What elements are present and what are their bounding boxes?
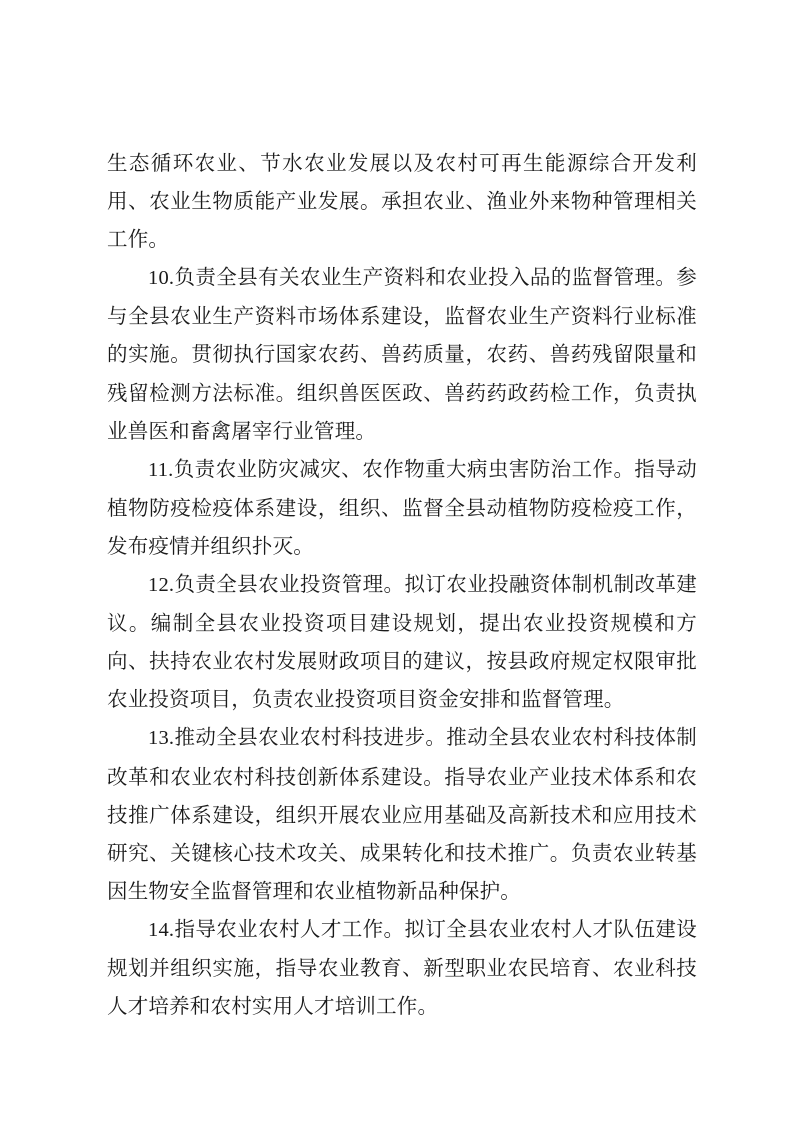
paragraph-text: 负责全县农业投资管理。拟订农业投融资体制机制改革建议。编制全县农业投资项目建设规划，提出农业投资规模和方向、扶持农业农村发展财政项目的建议，按县政府规定权限审批农业投资项目，负责农业投资项目资金安排和监督管理。 (107, 572, 697, 712)
paragraph-item-11 (107, 450, 697, 565)
item-number: 12. (148, 574, 175, 597)
paragraph-text: 负责全县有关农业生产资料和农业投入品的监督管理。参与全县农业生产资料市场体系建设，监督农业生产资料行业标准的实施。贯彻执行国家农药、兽药质量，农药、兽药残留限量和残留检测方法标准。组织兽医医政、兽药药政药检工作，负责执业兽医和畜禽屠宰行业管理。 (107, 265, 697, 443)
paragraph-item-14 (107, 910, 697, 1025)
item-number: 13. (148, 727, 175, 750)
item-number: 10. (148, 267, 175, 290)
item-number: 14. (148, 918, 175, 941)
paragraph-item-13 (107, 718, 697, 909)
paragraph-text: 生态循环农业、节水农业发展以及农村可再生能源综合开发利用、农业生物质能产业发展。承担农业、渔业外来物种管理相关工作。 (107, 151, 697, 252)
paragraph-item-12 (107, 565, 697, 718)
item-number: 11. (148, 458, 174, 481)
paragraph-item-10 (107, 258, 697, 449)
paragraph-text: 推动全县农业农村科技进步。推动全县农业农村科技体制改革和农业农村科技创新体系建设。指导农业产业技术体系和农技推广体系建设，组织开展农业应用基础及高新技术和应用技术研究、关键核心技术攻关、成果转化和技术推广。负责农业转基因生物安全监督管理和农业植物新品种保护。 (107, 725, 697, 903)
paragraph-text: 指导农业农村人才工作。拟订全县农业农村人才队伍建设规划并组织实施，指导农业教育、新型职业农民培育、农业科技人才培养和农村实用人才培训工作。 (107, 916, 697, 1019)
paragraph-continuation (107, 144, 697, 258)
document-body (107, 144, 697, 1025)
paragraph-text: 负责农业防灾减灾、农作物重大病虫害防治工作。指导动植物防疫检疫体系建设，组织、监督全县动植物防疫检疫工作，发布疫情并组织扑灭。 (107, 456, 697, 558)
